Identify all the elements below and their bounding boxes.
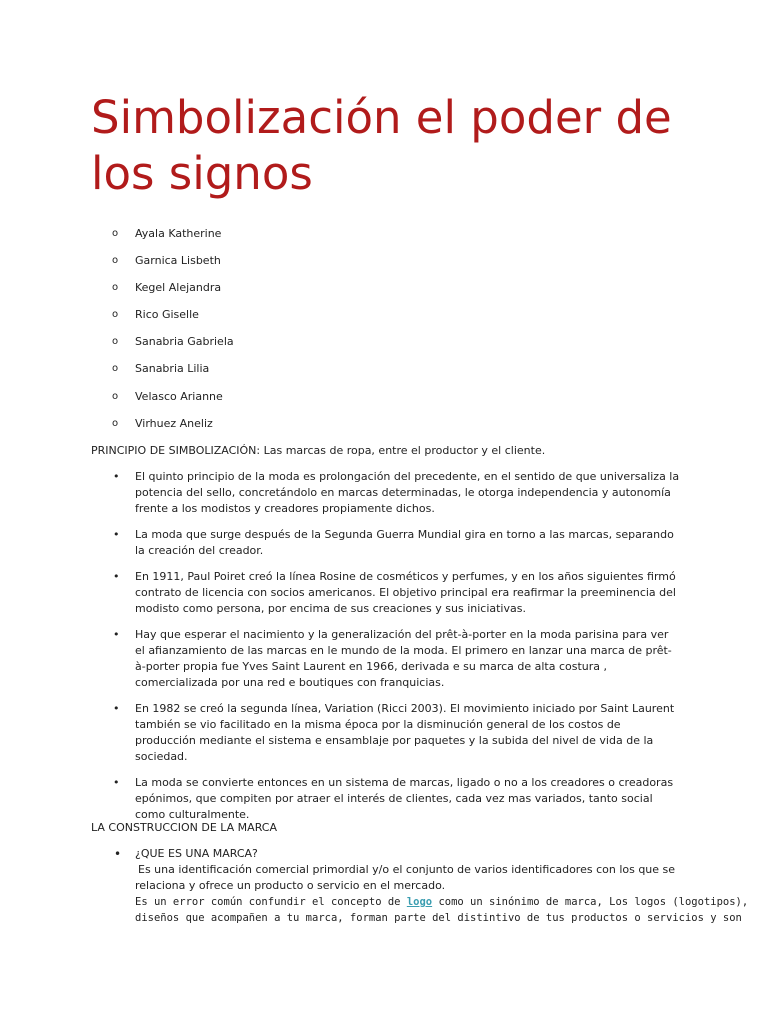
bullet-icon: •: [114, 847, 122, 861]
bullet-icon: •: [113, 628, 120, 641]
list-item: [91, 469, 681, 517]
author-name: Velasco Arianne: [135, 389, 223, 403]
list-item: [91, 307, 234, 334]
bullet-icon: •: [113, 702, 120, 715]
list-item: [91, 527, 681, 559]
bullet-icon: o: [112, 228, 119, 239]
paragraph-text: Hay que esperar el nacimiento y la generalización del prêt-à-porter en la moda parisina para ver el afianzamiento de las marcas en le mundo de la moda. El primero en lanzar una marca de prêt-à-porter propia fue Yves Saint Laurent en 1966, derivada e su marca de alta costura , comercializada por una red e boutiques con franquicias.: [135, 628, 672, 689]
list-item: [91, 701, 681, 765]
list-item: [91, 569, 681, 617]
bullet-icon: o: [112, 255, 119, 267]
list-item: [91, 334, 234, 361]
bullet-icon: o: [112, 390, 119, 402]
author-name: Kegel Alejandra: [135, 281, 222, 295]
paragraph-text: La moda que surge después de la Segunda Guerra Mundial gira en torno a las marcas, separando la creación del creador.: [135, 528, 674, 557]
paragraph-text: En 1982 se creó la segunda línea, Variation (Ricci 2003). El movimiento iniciado por Saint Laurent también se vio facilitado en la misma época por la disminución general de los costos de producción mediante el sistema e ensamblaje por paquetes y la subida del nivel de vida de la sociedad.: [135, 702, 675, 763]
bullet-icon: o: [112, 336, 119, 348]
author-name: Garnica Lisbeth: [135, 254, 221, 268]
principio-list: [91, 469, 681, 833]
marca-question: ¿QUE ES UNA MARCA?: [135, 847, 258, 860]
marca-line: relaciona y ofrece un producto o servicio en el mercado.: [135, 879, 446, 892]
bullet-icon: o: [112, 363, 119, 375]
marca-text: como un sinónimo de marca, Los logos (logotipos),: [432, 896, 749, 908]
bullet-icon: •: [113, 528, 120, 541]
list-item: [91, 253, 234, 280]
bullet-icon: •: [113, 470, 120, 483]
list-item: [91, 389, 234, 416]
paragraph-text: En 1911, Paul Poiret creó la línea Rosine de cosméticos y perfumes, y en los años siguientes firmó contrato de licencia con socios americanos. El objetivo principal era reafirmar la preeminencia del modisto como persona, por encima de sus creaciones y sus iniciativas.: [135, 570, 676, 615]
paragraph-text: El quinto principio de la moda es prolongación del precedente, en el sentido de que universaliza la potencia del sello, concretándolo en marcas determinadas, le otorga independencia y autonomía frente a los modistos y creadores propiamente dichos.: [135, 470, 680, 515]
logo-link[interactable]: logo: [406, 896, 433, 908]
author-name: Sanabria Gabriela: [135, 335, 234, 349]
author-list: [91, 226, 234, 443]
marca-line: Es una identificación comercial primordial y/o el conjunto de varios identificadores con los que se: [138, 863, 676, 876]
author-name: Sanabria Lilia: [135, 362, 210, 376]
document-title: Simbolización el poder de los signos: [91, 91, 672, 200]
bullet-icon: o: [112, 282, 119, 294]
list-item: [91, 226, 234, 253]
list-item: [91, 361, 234, 388]
marca-definition: [91, 846, 749, 926]
bullet-icon: •: [113, 776, 120, 789]
marca-line: diseños que acompañen a tu marca, forman parte del distintivo de tus productos o servicios y son: [135, 912, 742, 924]
marca-text: Es un error común confundir el concepto de: [135, 896, 407, 908]
bullet-icon: •: [113, 570, 120, 583]
author-name: Ayala Katherine: [135, 227, 222, 240]
bullet-icon: o: [112, 417, 119, 429]
list-item: [91, 416, 234, 443]
author-name: Rico Giselle: [135, 308, 199, 322]
list-item: [91, 280, 234, 307]
list-item: [91, 627, 681, 691]
paragraph-text: La moda se convierte entonces en un sistema de marcas, ligado o no a los creadores o creadoras epónimos, que compiten por atraer el interés de clientes, cada vez mas variados, tanto social como culturalmente.: [135, 776, 674, 821]
marca-line: [135, 894, 749, 910]
author-name: Virhuez Aneliz: [135, 416, 213, 430]
bullet-icon: o: [112, 309, 119, 321]
list-item: [91, 775, 681, 823]
principio-heading: PRINCIPIO DE SIMBOLIZACIÓN: Las marcas de ropa, entre el productor y el cliente.: [91, 444, 546, 457]
construccion-heading: LA CONSTRUCCION DE LA MARCA: [91, 821, 277, 834]
